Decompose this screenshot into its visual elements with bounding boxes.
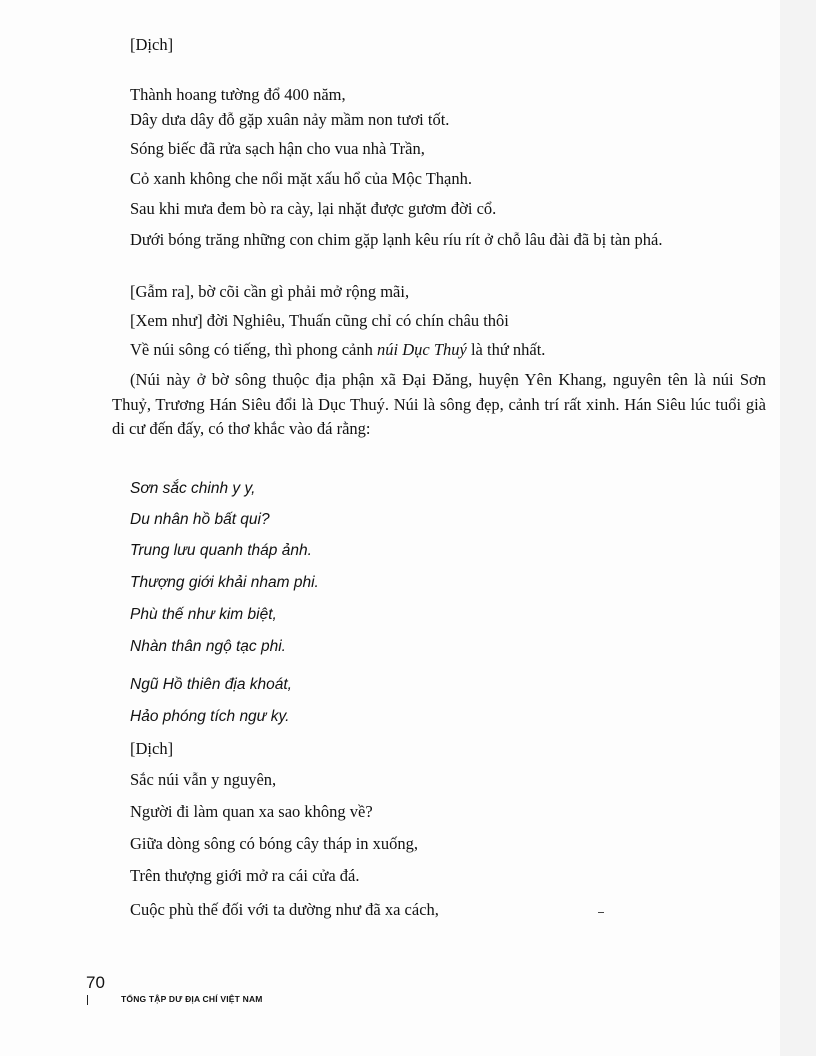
book-title: TỔNG TẬP DƯ ĐỊA CHÍ VIỆT NAM — [121, 994, 263, 1004]
text-line: [Dịch] — [130, 35, 174, 54]
place-name: núi Dục Thuý — [377, 340, 467, 359]
text-line: [Gẫm ra], bờ cõi cần gì phải mở rộng mãi, — [130, 282, 410, 301]
text-line: [Xem như] đời Nghiêu, Thuấn cũng chỉ có chín châu thôi — [130, 311, 509, 330]
scan-edge — [780, 0, 816, 1056]
footer-rule — [87, 995, 88, 1005]
text-run: là thứ nhất. — [466, 340, 546, 359]
paragraph: (Núi này ở bờ sông thuộc địa phận xã Đại Đăng, huyện Yên Khang, nguyên tên là núi Sơn Thuỷ, Trương Hán Siêu đổi là Dục Thuý. Núi là sông đẹp, cảnh trí rất xinh. Hán Siêu lúc tuổi già di cư đến đấy, có thơ khắc vào đá rằng: — [112, 370, 766, 438]
text-line: Giữa dòng sông có bóng cây tháp in xuống, — [130, 834, 419, 853]
text-line: Sắc núi vẫn y nguyên, — [130, 770, 277, 789]
poem-line: Du nhân hồ bất qui? — [130, 511, 270, 528]
poem-line: Ngũ Hồ thiên địa khoát, — [130, 676, 292, 693]
poem-line: Thượng giới khải nham phi. — [130, 574, 319, 591]
poem-line: Hảo phóng tích ngư ky. — [130, 708, 290, 725]
text-line: Trên thượng giới mở ra cái cửa đá. — [130, 866, 360, 885]
page-number: 70 — [86, 973, 105, 992]
poem-line: Nhàn thân ngộ tạc phi. — [130, 638, 286, 655]
text-line: Cỏ xanh không che nổi mặt xấu hổ của Mộc Thạnh. — [130, 169, 472, 188]
poem-line: Trung lưu quanh tháp ảnh. — [130, 542, 312, 559]
text-line: Người đi làm quan xa sao không về? — [130, 802, 373, 821]
text-line: Cuộc phù thế đối với ta dường như đã xa cách, — [130, 900, 439, 919]
text-line: Thành hoang tường đổ 400 năm, — [130, 85, 346, 104]
text-line: Sóng biếc đã rửa sạch hận cho vua nhà Trần, — [130, 139, 425, 158]
text-line: [Dịch] — [130, 739, 174, 758]
scan-speck — [598, 912, 604, 913]
poem-line: Sơn sắc chinh y y, — [130, 480, 256, 497]
paragraph: Dưới bóng trăng những con chim gặp lạnh kêu ríu rít ở chỗ lâu đài đã bị tàn phá. — [130, 230, 663, 249]
text-run: Về núi sông có tiếng, thì phong cảnh — [130, 340, 378, 359]
text-line: Dây dưa dây đỗ gặp xuân nảy mầm non tươi tốt. — [130, 110, 450, 129]
poem-line: Phù thế như kim biệt, — [130, 606, 277, 623]
text-line: Sau khi mưa đem bò ra cày, lại nhặt được gươm đời cổ. — [130, 199, 497, 218]
text-line — [130, 340, 545, 360]
